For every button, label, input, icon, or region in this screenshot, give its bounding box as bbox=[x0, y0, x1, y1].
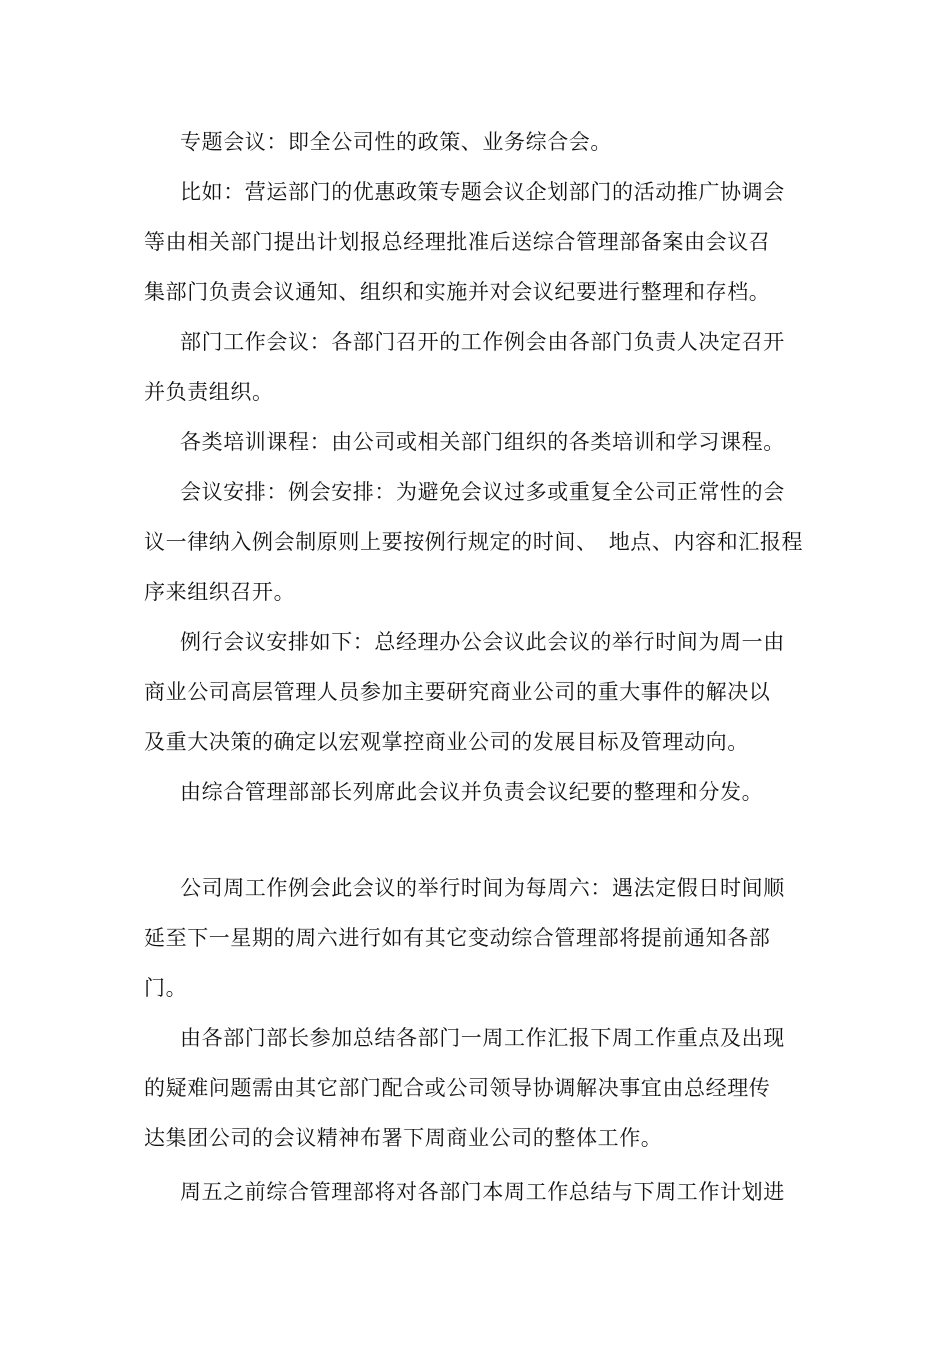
paragraph-line: 门。 bbox=[144, 976, 188, 1000]
paragraph-line: 会议安排：例会安排：为避免会议过多或重复全公司正常性的会 bbox=[180, 480, 785, 504]
paragraph-line: 专题会议：即全公司性的政策、业务综合会。 bbox=[180, 130, 612, 154]
paragraph-line: 比如：营运部门的优惠政策专题会议企划部门的活动推广协调会 bbox=[180, 180, 785, 204]
paragraph-line: 各类培训课程：由公司或相关部门组织的各类培训和学习课程。 bbox=[180, 430, 785, 454]
paragraph-line: 的疑难问题需由其它部门配合或公司领导协调解决事宜由总经理传 bbox=[144, 1076, 771, 1100]
paragraph-line: 由综合管理部部长列席此会议并负责会议纪要的整理和分发。 bbox=[180, 780, 764, 804]
paragraph-line: 及重大决策的确定以宏观掌控商业公司的发展目标及管理动向。 bbox=[144, 730, 749, 754]
paragraph-line: 并负责组织。 bbox=[144, 380, 274, 404]
paragraph-line: 公司周工作例会此会议的举行时间为每周六：遇法定假日时间顺 bbox=[180, 876, 785, 900]
paragraph-line: 延至下一星期的周六进行如有其它变动综合管理部将提前通知各部 bbox=[144, 926, 771, 950]
paragraph-line: 序来组织召开。 bbox=[144, 580, 296, 604]
paragraph-line: 周五之前综合管理部将对各部门本周工作总结与下周工作计划进 bbox=[180, 1180, 785, 1204]
paragraph-line: 商业公司高层管理人员参加主要研究商业公司的重大事件的解决以 bbox=[144, 680, 771, 704]
paragraph-line: 例行会议安排如下：总经理办公会议此会议的举行时间为周一由 bbox=[180, 630, 785, 654]
paragraph-line: 达集团公司的会议精神布署下周商业公司的整体工作。 bbox=[144, 1126, 663, 1150]
paragraph-line: 由各部门部长参加总结各部门一周工作汇报下周工作重点及出现 bbox=[180, 1026, 785, 1050]
paragraph-line: 等由相关部门提出计划报总经理批准后送综合管理部备案由会议召 bbox=[144, 230, 771, 254]
paragraph-line: 集部门负责会议通知、组织和实施并对会议纪要进行整理和存档。 bbox=[144, 280, 771, 304]
paragraph-line: 部门工作会议：各部门召开的工作例会由各部门负责人决定召开 bbox=[180, 330, 785, 354]
paragraph-line: 议一律纳入例会制原则上要按例行规定的时间、 地点、内容和汇报程 bbox=[144, 530, 804, 554]
